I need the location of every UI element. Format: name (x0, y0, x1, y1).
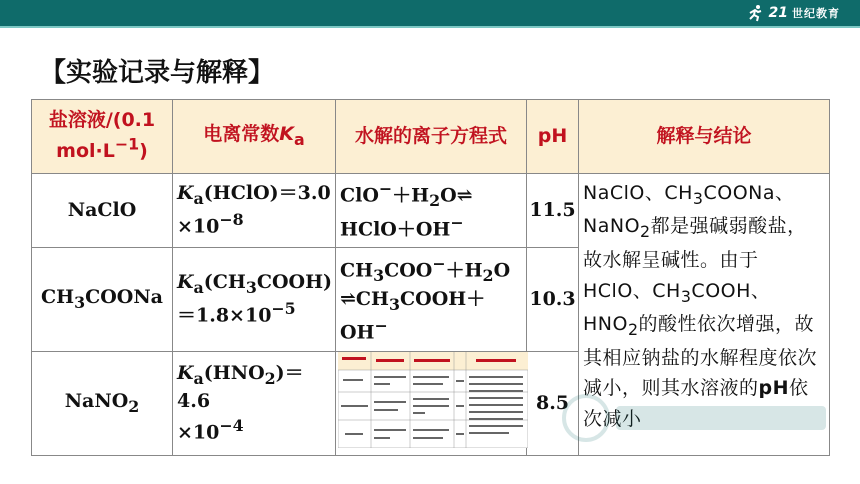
table-row (32, 174, 830, 248)
cell-conclusion: NaClO、$CH_3COONa$、NaNO$_2$都是强碱弱酸盐，故水解呈碱性。由于HClO、$CH_3COOH$、$HNO_2$的酸性依次增强，故其相应钠盐的水解程度依次减小，则其水溶液的pH依次减小 (579, 174, 830, 456)
experiment-table (31, 99, 830, 456)
logo-text: 世纪教育 (792, 7, 840, 20)
runner-logo-icon (747, 4, 765, 22)
table-thumbnail-image (338, 352, 528, 448)
header-salt-label: 盐溶液/(0.1 $mol\cdot L^{-1}$) (48, 109, 156, 163)
cell-salt: $CH_3COONa$ (32, 248, 173, 352)
cell-equation: $CH_3COO^-+H_2O$ $\rightleftharpoons CH_3COOH+$ OH− (336, 248, 527, 352)
cell-ph: 10.3 (527, 248, 579, 352)
section-heading: 【实验记录与解释】 (40, 58, 275, 88)
header-equation: 水解的离子方程式 (336, 100, 527, 174)
header-ka: 电离常数$K_a$ (173, 100, 336, 174)
table-header-row (32, 100, 830, 174)
cell-equation-thumbnail (336, 352, 527, 456)
cell-salt: NaNO$_2$ (32, 352, 173, 456)
cell-ph: 8.5 (527, 352, 579, 456)
cell-equation: $ClO^-+H_2O\rightleftharpoons$ HClO＋OH− (336, 174, 527, 248)
cell-ka: $K_a(HClO)=3.0$ $\times 10^{-8}$ (173, 174, 336, 248)
banner-accent-line (0, 26, 860, 28)
cell-ka: $K_a(HNO_2)=4.6$ $\times 10^{-4}$ (173, 352, 336, 456)
cell-salt: NaClO (32, 174, 173, 248)
cell-ka: $K_a(CH_3COOH)$ $=1.8\times 10^{-5}$ (173, 248, 336, 352)
header-ph: pH (527, 100, 579, 174)
header-salt (32, 100, 173, 174)
top-banner (0, 0, 860, 26)
brand-logo (747, 4, 840, 22)
header-conclusion: 解释与结论 (579, 100, 830, 174)
cell-ph: 11.5 (527, 174, 579, 248)
logo-number: 21 (768, 5, 788, 21)
